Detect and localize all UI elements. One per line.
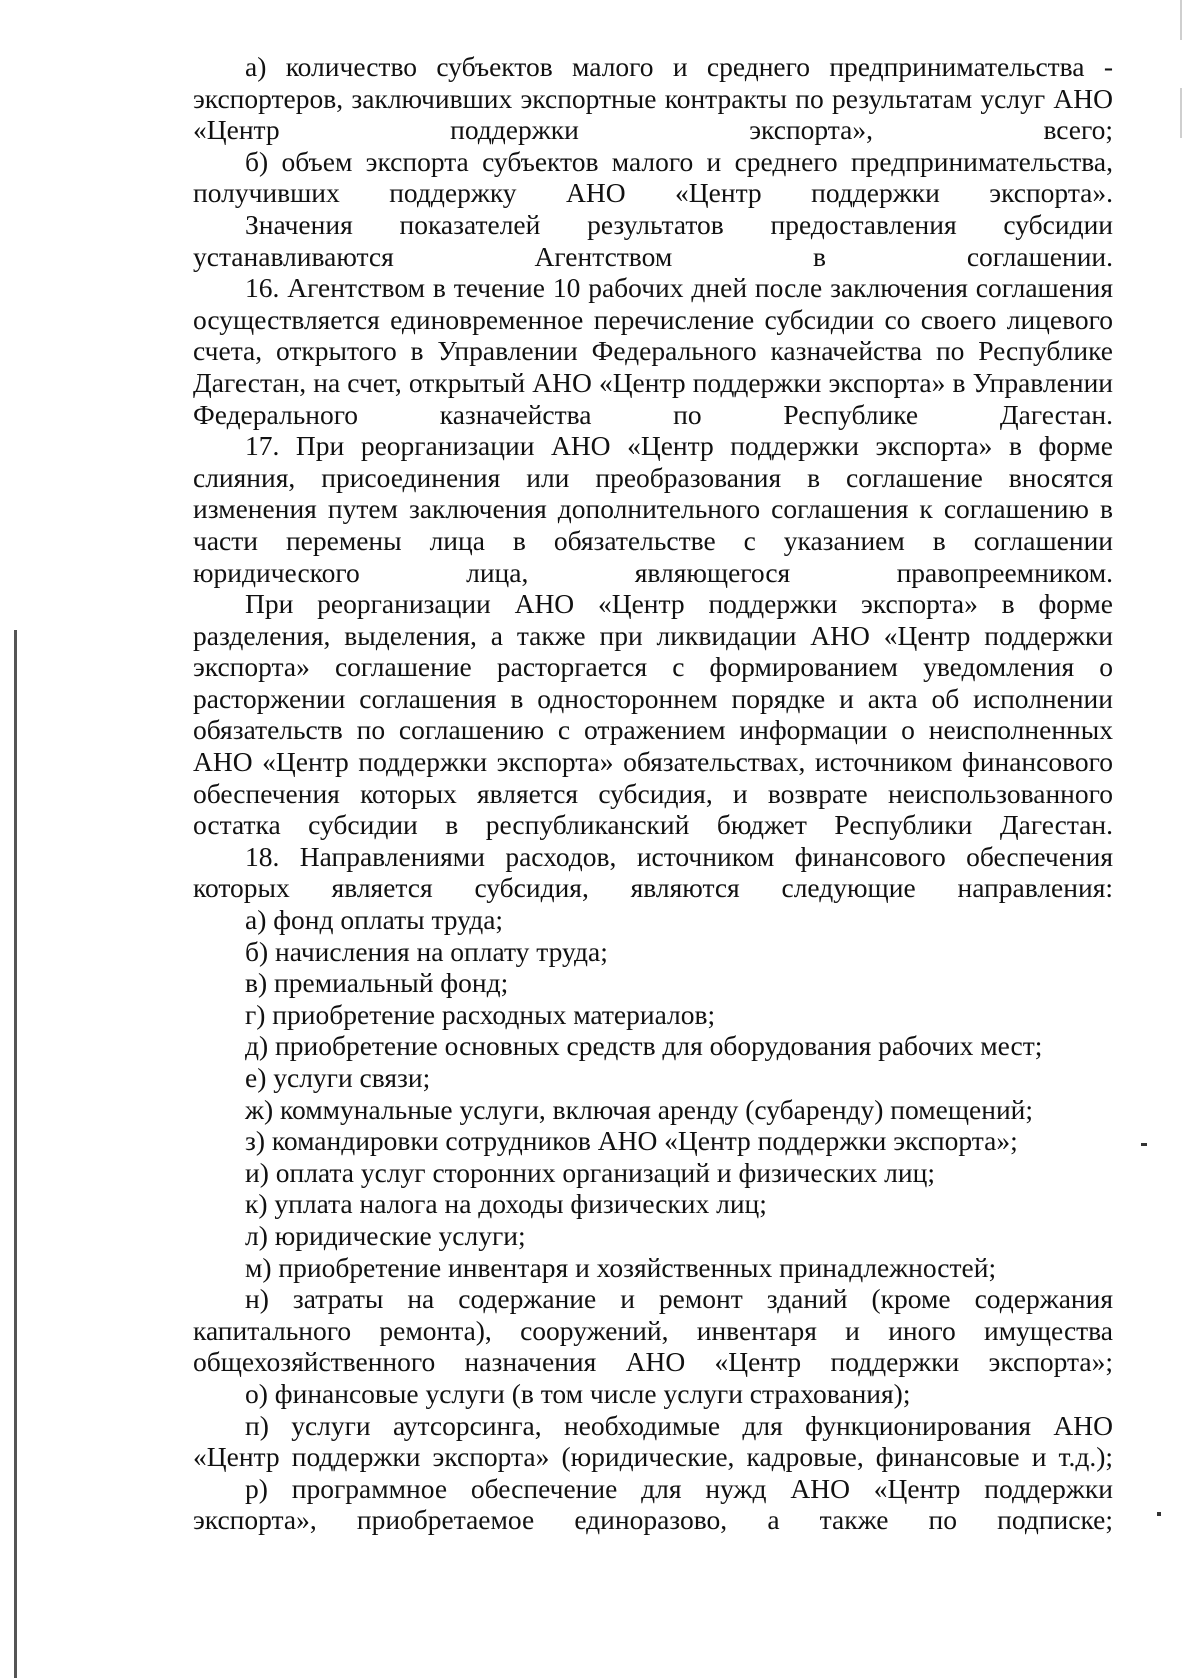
list-item-p: п) услуги аутсорсинга, необходимые для функционирования АНО «Центр поддержки экспорта» (юридические, кадровые, финансовые и т.д.);	[193, 1409, 1113, 1473]
list-item-a: а) фонд оплаты труда;	[245, 904, 504, 936]
list-item-d: д) приобретение основных средств для оборудования рабочих мест;	[245, 1030, 1043, 1062]
list-item-k: к) уплата налога на доходы физических лиц;	[245, 1188, 767, 1220]
list-item-v: в) премиальный фонд;	[245, 967, 509, 999]
list-item-i: и) оплата услуг сторонних организаций и физических лиц;	[245, 1156, 935, 1188]
scan-edge-line-top-right	[1180, 0, 1182, 40]
paragraph-item-a-count: а) количество субъектов малого и среднего предпринимательства - экспортеров, заключивших экспортные контракты по результатам услуг АНО «Центр поддержки экспорта», всего;	[193, 51, 1113, 146]
scan-margin-line-left	[14, 630, 17, 1678]
paragraph-clause-17: 17. При реорганизации АНО «Центр поддержки экспорта» в форме слияния, присоединения или преобразования в соглашение вносятся изменения путем заключения дополнительного соглашения к соглашению в части перемены лица в обязательстве с указанием в соглашении юридического лица, являющегося правопреемником.	[193, 430, 1113, 588]
paragraph-clause-16: 16. Агентством в течение 10 рабочих дней после заключения соглашения осуществляется единовременное перечисление субсидии со своего лицевого счета, открытого в Управлении Федерального казначейства по Республике Дагестан, на счет, открытый АНО «Центр поддержки экспорта» в Управлении Федерального казначейства по Республике Дагестан.	[193, 272, 1113, 430]
list-item-e: е) услуги связи;	[245, 1062, 431, 1093]
list-item-r: р) программное обеспечение для нужд АНО «Центр поддержки экспорта», приобретаемое единоразово, а также по подписке;	[193, 1472, 1113, 1536]
list-item-zh: ж) коммунальные услуги, включая аренду (субаренду) помещений;	[245, 1093, 1034, 1125]
scan-speck-bottom-right	[1157, 1512, 1161, 1516]
scan-edge-line-right	[1180, 88, 1182, 138]
paragraph-item-b-volume: б) объем экспорта субъектов малого и среднего предпринимательства, получивших поддержку АНО «Центр поддержки экспорта».	[193, 145, 1113, 209]
list-item-b: б) начисления на оплату труда;	[245, 935, 608, 967]
paragraph-indicator-values: Значения показателей результатов предоставления субсидии устанавливаются Агентством в соглашении.	[193, 208, 1113, 272]
paragraph-clause-18: 18. Направлениями расходов, источником финансового обеспечения которых является субсидия, являются следующие направления:	[193, 840, 1113, 904]
document-body	[193, 51, 1113, 1536]
list-item-l: л) юридические услуги;	[245, 1219, 526, 1251]
list-item-g: г) приобретение расходных материалов;	[245, 998, 716, 1030]
scan-speck-right	[1141, 1143, 1147, 1146]
list-item-n: н) затраты на содержание и ремонт зданий (кроме содержания капитального ремонта), сооружений, инвентаря и иного имущества общехозяйственного назначения АНО «Центр поддержки экспорта»;	[193, 1283, 1113, 1378]
list-item-m: м) приобретение инвентаря и хозяйственных принадлежностей;	[245, 1251, 997, 1283]
list-item-o: о) финансовые услуги (в том числе услуги страхования);	[245, 1377, 911, 1409]
paragraph-reorganization: При реорганизации АНО «Центр поддержки экспорта» в форме разделения, выделения, а также при ликвидации АНО «Центр поддержки экспорта» соглашение расторгается с формированием уведомления о расторжении соглашения в одностороннем порядке и акта об исполнении обязательств по соглашению с отражением информации о неисполненных АНО «Центр поддержки экспорта» обязательствах, источником финансового обеспечения которых является субсидия, и возврате неиспользованного остатка субсидии в республиканский бюджет Республики Дагестан.	[193, 588, 1113, 841]
list-item-z: з) командировки сотрудников АНО «Центр поддержки экспорта»;	[245, 1125, 1018, 1157]
